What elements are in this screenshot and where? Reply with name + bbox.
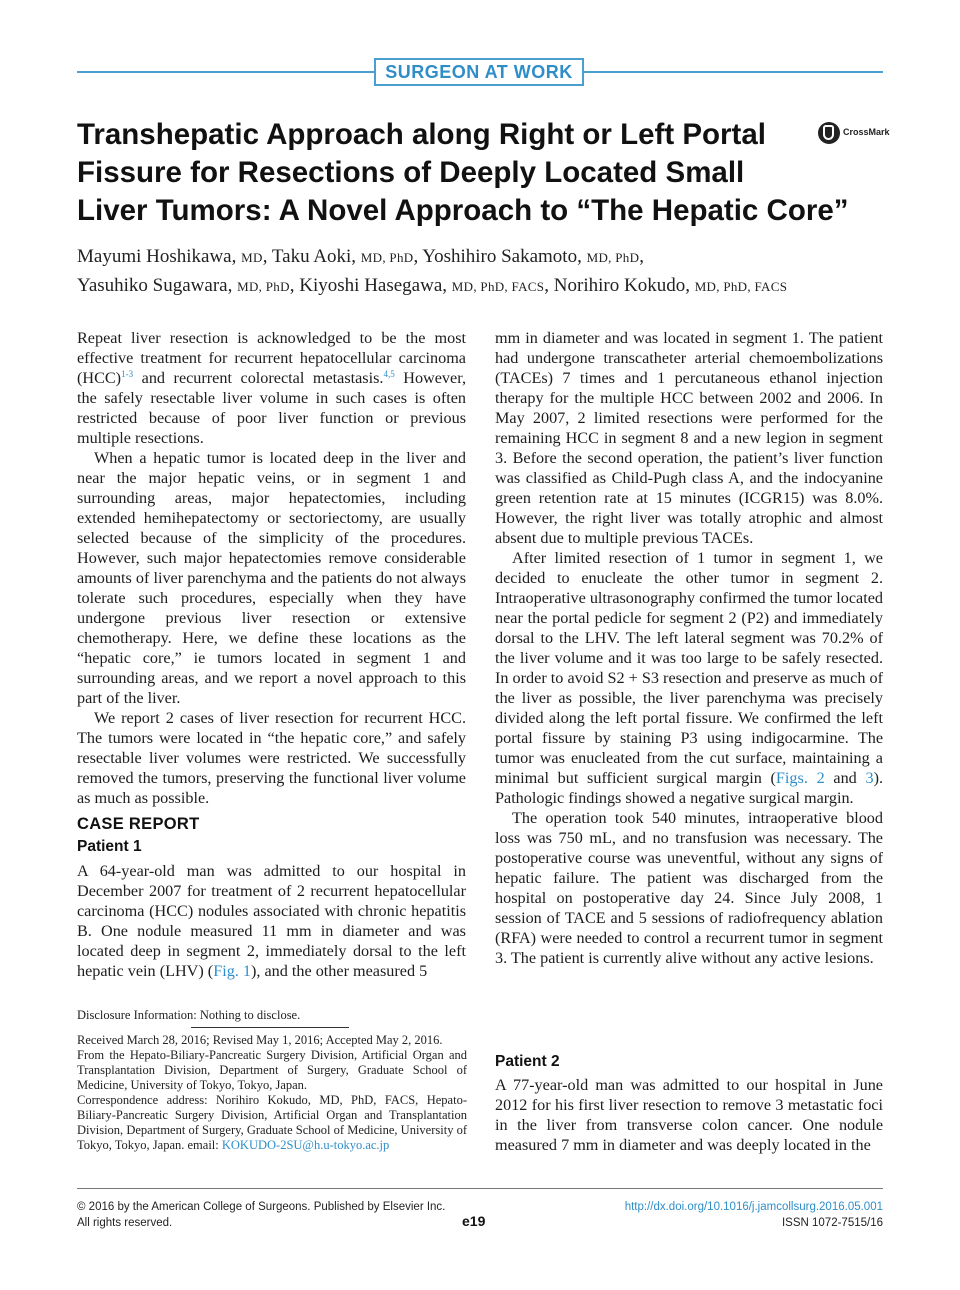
patient1-heading: Patient 1	[77, 838, 142, 855]
author-degree: MD	[241, 250, 263, 265]
section-rule-left	[77, 71, 374, 73]
author-line	[77, 272, 887, 301]
section-label: SURGEON AT WORK	[374, 58, 584, 86]
section-rule-right	[584, 71, 883, 73]
author-degree: MD, PhD, FACS	[451, 279, 545, 294]
text: and recurrent colorectal metastasis.	[133, 369, 384, 387]
author-degree: MD, PhD, FACS	[694, 279, 788, 294]
case-report-heading: CASE REPORT	[77, 815, 200, 833]
figure-link[interactable]: 3	[865, 769, 874, 787]
author-name: Norihiro Kokudo,	[553, 275, 695, 296]
author-name: Yasuhiko Sugawara,	[77, 275, 238, 296]
intro-paragraph: We report 2 cases of liver resection for recurrent HCC. The tumors were located in “the hepatic core,” and safely resectable liver volumes were restricted. We successfully removed the tumors, preserving the functional liver volume as much as possible.	[77, 709, 466, 807]
intro-paragraph	[77, 328, 466, 448]
text: Repeat liver resection is acknowledged to be the most effective treatment for recurrent hepatocellular carcinoma (HCC)	[77, 329, 466, 387]
footer-rule	[77, 1188, 883, 1189]
author-degree: MD, PhD	[586, 250, 640, 265]
copyright	[77, 1199, 445, 1231]
affiliation: From the Hepato-Biliary-Pancreatic Surgery Division, Artificial Organ and Transplantation Division, Department of Surgery, Graduate School of Medicine, University of Tokyo, Tokyo, Japan.	[77, 1048, 467, 1092]
author-separator: ,	[289, 275, 300, 296]
author-name: Mayumi Hoshikawa,	[77, 246, 242, 267]
title-line: Transhepatic Approach along Right or Left Portal	[77, 118, 766, 151]
disclosure-value: Nothing to disclose.	[199, 1008, 301, 1022]
author-degree: MD, PhD	[237, 279, 290, 294]
rights-text: All rights reserved.	[77, 1217, 173, 1229]
author-list	[77, 243, 887, 301]
author-name: Taku Aoki,	[271, 246, 361, 267]
text: A 64-year-old man was admitted to our hospital in December 2007 for treatment of 2 recurrent hepatocellular carcinoma (HCC) nodules associated with chronic hepatitis B. One nodule measured 11 mm in diameter and was located deep in segment 2, immediately dorsal to the left hepatic vein (LHV) (	[77, 862, 466, 980]
patient1-paragraph	[495, 548, 883, 808]
crossmark-icon	[818, 122, 840, 144]
doi-link[interactable]: http://dx.doi.org/10.1016/j.jamcollsurg.2016.05.001	[624, 1201, 883, 1213]
author-degree: MD, PhD	[360, 250, 414, 265]
crossmark-badge[interactable]	[818, 122, 898, 148]
crossmark-label: CrossMark	[843, 127, 890, 137]
author-line	[77, 243, 887, 272]
left-column-intro	[77, 328, 466, 808]
article-title	[77, 116, 849, 230]
text: However, the safely resectable liver volume in such cases is often restricted because of poor liver function or previous multiple resections.	[77, 369, 466, 447]
reference-link[interactable]: 4,5	[383, 369, 395, 379]
correspondence	[77, 1093, 467, 1153]
patient1-paragraph: mm in diameter and was located in segment 1. The patient had undergone transcatheter arterial chemoembolizations (TACEs) 7 times and 1 percutaneous ethanol injection therapy for the multiple HCC between 2002 and 2006. In May 2007, 2 limited resections were performed for the remaining HCC in segment 8 and a new legion in segment 3. Before the second operation, the patient’s liver function was classified as Child-Pugh class A, and the indocyanine green retention rate at 15 minutes (ICGR15) was 8.0%. However, the right liver was totally atrophic and almost absent due to multiple previous TACEs.	[495, 329, 883, 547]
text: and	[824, 769, 866, 787]
text: After limited resection of 1 tumor in segment 1, we decided to enucleate the other tumor in segment 2. Intraoperative ultrasonography confirmed the tumor located near the portal pedicle for segment 2 (P2) and immediately dorsal to the LHV. The left lateral segment was 70.2% of the liver volume and it was too large to be safely resected. In order to avoid S2 + S3 resection and preserve as much of the liver as possible, the liver parenchyma was precisely divided along the left portal fissure. We confirmed the left portal fissure by staining P3 using indigocarmine. The tumor was enucleated from the cut surface, maintaining a minimal but sufficient surgical margin (	[495, 549, 883, 787]
copyright-text: © 2016 by the American College of Surgeons. Published by Elsevier Inc.	[77, 1201, 446, 1213]
title-line: Fissure for Resections of Deeply Located Small	[77, 156, 745, 189]
title-line: Liver Tumors: A Novel Approach to “The Hepatic Core”	[77, 194, 849, 227]
patient1-paragraph	[77, 861, 466, 981]
patient1-paragraph: The operation took 540 minutes, intraoperative blood loss was 750 mL, and no transfusion was necessary. The postoperative course was uneventful, without any signs of hepatic failure. The patient was discharged from the hospital on postoperative day 24. Since July 2008, 1 session of TACE and 5 sessions of radiofrequency ablation (RFA) were needed to control a recurrent tumor in segment 3. The patient is currently alive without any active lesions.	[495, 809, 883, 967]
received-dates: Received March 28, 2016; Revised May 1, 2016; Accepted May 2, 2016.	[77, 1033, 443, 1047]
patient2-paragraph: A 77-year-old man was admitted to our hospital in June 2012 for his first liver resection to remove 3 metastatic foci in the liver from transverse colon cancer. One nodule measured 7 mm in diameter and was deeply located in the	[495, 1076, 883, 1154]
author-separator: ,	[413, 246, 423, 267]
author-separator: ,	[262, 246, 272, 267]
disclosure-note	[77, 1008, 467, 1023]
reference-link[interactable]: 1-3	[121, 369, 134, 379]
email-link[interactable]: KOKUDO-2SU@h.u-tokyo.ac.jp	[221, 1138, 390, 1152]
right-column-text	[495, 328, 883, 968]
text: ). Pathologic findings showed a negative surgical margin.	[495, 769, 883, 807]
text: ), and the other measured 5	[250, 962, 428, 980]
author-name: Kiyoshi Hasegawa,	[299, 275, 452, 296]
author-separator: ,	[639, 246, 645, 267]
issn: ISSN 1072-7515/16	[781, 1217, 883, 1229]
doi-block	[625, 1199, 883, 1231]
author-name: Yoshihiro Sakamoto,	[422, 246, 587, 267]
patient2-heading: Patient 2	[495, 1053, 560, 1070]
footnote-rule	[191, 1027, 349, 1028]
page-number: e19	[462, 1213, 486, 1229]
figure-link[interactable]: Figs. 2	[775, 769, 825, 787]
intro-paragraph: When a hepatic tumor is located deep in the liver and near the major hepatic veins, or in segment 1 and surrounding areas, major hepatectomies, including extended hemihepatectomy or sectoriectomy, are usually selected because of the simplicity of the procedures. However, such major hepatectomies remove considerable amounts of liver parenchyma and the patients do not always tolerate such procedures, especially when they have undergone previous liver resection or extensive chemotherapy. Here, we define these locations as the “hepatic core,” ie tumors located in segment 1 and surrounding areas, and we report a novel approach to this part of the liver.	[77, 449, 466, 707]
author-separator: ,	[544, 275, 554, 296]
text: Correspondence address: Norihiro Kokudo, MD, PhD, FACS, Hepato-Biliary-Pancreatic Surgery Division, Artificial Organ and Transplantation Division, Department of Surgery, Graduate School of Medicine, University of Tokyo, Tokyo, Japan. email:	[77, 1093, 467, 1152]
disclosure-label: Disclosure Information:	[77, 1008, 200, 1022]
article-history	[77, 1033, 467, 1153]
patient1-text	[77, 861, 466, 981]
patient2-text	[495, 1075, 883, 1155]
figure-link[interactable]: Fig. 1	[213, 962, 251, 980]
